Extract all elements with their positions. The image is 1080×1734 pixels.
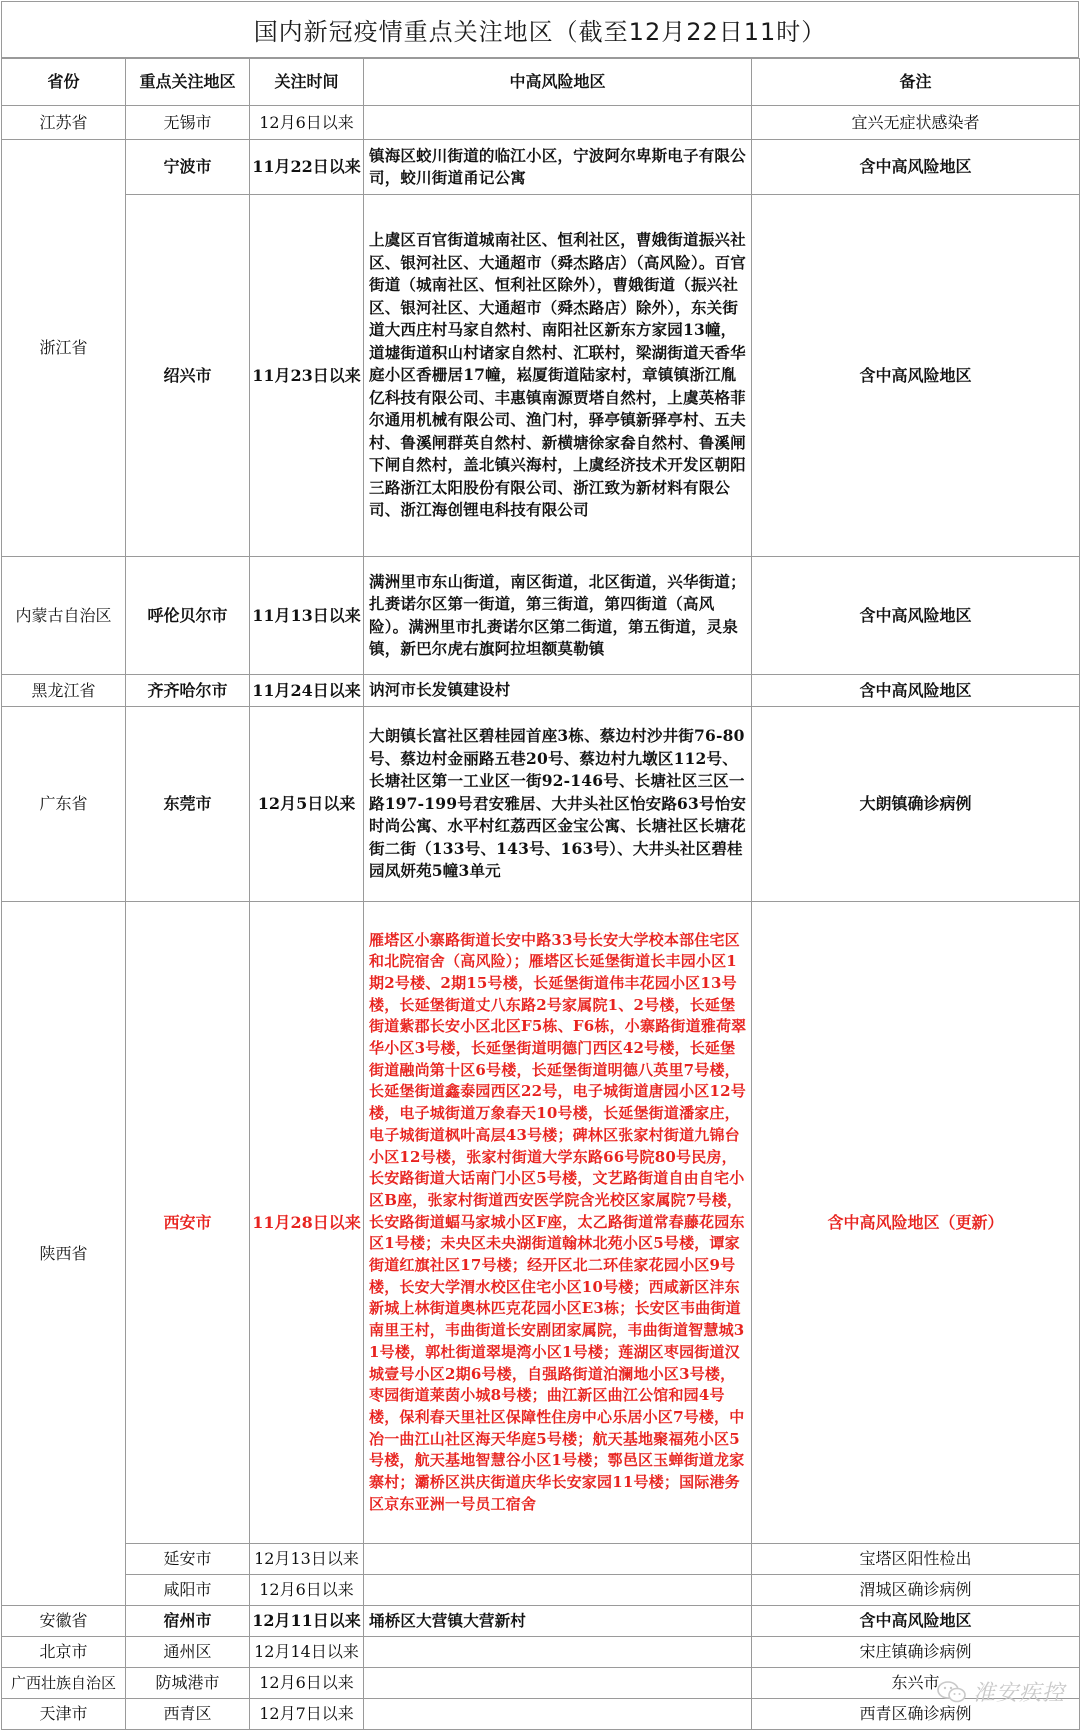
areas-cell: 大朗镇长富社区碧桂园首座3栋、蔡边村沙井街76-80号、蔡边村金丽路五巷20号、蔡边村九墩区112号、长塘社区第一工业区一街92-146号、长塘社区三区一路197-199号君安雅居、大井头社区怡安路63号怡安时尚公寓、水平村红荔西区金宝公寓、长塘社区长塘花街二街（133号、143号、163号）、大井头社区碧桂园凤妍苑5幢3单元 bbox=[364, 707, 752, 902]
note-cell: 东兴市 bbox=[752, 1668, 1080, 1699]
wechat-icon bbox=[937, 1680, 967, 1704]
table-row bbox=[2, 1606, 1080, 1637]
header-time: 关注时间 bbox=[250, 59, 364, 106]
watermark bbox=[937, 1676, 1065, 1707]
table-row bbox=[2, 106, 1080, 140]
areas-cell: 上虞区百官街道城南社区、恒利社区，曹娥街道振兴社区、银河社区、大通超市（舜杰路店）（高风险）。百官街道（城南社区、恒利社区除外），曹娥街道（振兴社区、银河社区、大通超市（舜杰路店）除外），东关街道大西庄村马家自然村、南阳社区新东方家园13幢，道墟街道积山村诸家自然村、汇联村，梁湖街道天香华庭小区香栅居17幢，崧厦街道陆家村，章镇镇浙江胤亿科技有限公司、丰惠镇南源贾塔自然村，上虞英格菲尔通用机械有限公司、渔门村，驿亭镇新驿亭村、五夫村、鲁溪闸群英自然村、新横塘徐家畚自然村、鲁溪闸下闸自然村，盖北镇兴海村，上虞经济技术开发区朝阳三路浙江太阳股份有限公司、浙江致为新材料有限公司、浙江海创锂电科技有限公司 bbox=[364, 195, 752, 557]
areas-cell bbox=[364, 1668, 752, 1699]
province-cell: 陕西省 bbox=[2, 902, 126, 1606]
region-cell: 宿州市 bbox=[126, 1606, 250, 1637]
header-note: 备注 bbox=[752, 59, 1080, 106]
time-cell: 11月23日以来 bbox=[250, 195, 364, 557]
note-cell: 含中高风险地区 bbox=[752, 675, 1080, 707]
region-cell: 西安市 bbox=[126, 902, 250, 1544]
watermark-text: 淮安疾控 bbox=[972, 1681, 1065, 1706]
note-cell: 西青区确诊病例 bbox=[752, 1699, 1080, 1730]
header-areas: 中高风险地区 bbox=[364, 59, 752, 106]
table-row bbox=[2, 195, 1080, 557]
areas-cell bbox=[364, 1699, 752, 1730]
table-row bbox=[2, 1575, 1080, 1606]
note-cell: 宜兴无症状感染者 bbox=[752, 106, 1080, 140]
province-cell: 广西壮族自治区 bbox=[2, 1668, 126, 1699]
risk-areas-table bbox=[1, 58, 1080, 1730]
region-cell: 延安市 bbox=[126, 1544, 250, 1575]
areas-cell: 埇桥区大营镇大营新村 bbox=[364, 1606, 752, 1637]
note-cell: 含中高风险地区 bbox=[752, 1606, 1080, 1637]
table-header-row bbox=[2, 59, 1080, 106]
time-cell: 12月11日以来 bbox=[250, 1606, 364, 1637]
province-cell: 内蒙古自治区 bbox=[2, 557, 126, 675]
time-cell: 12月13日以来 bbox=[250, 1544, 364, 1575]
note-cell: 宋庄镇确诊病例 bbox=[752, 1637, 1080, 1668]
region-cell: 无锡市 bbox=[126, 106, 250, 140]
time-cell: 12月7日以来 bbox=[250, 1699, 364, 1730]
table-row bbox=[2, 675, 1080, 707]
areas-cell: 雁塔区小寨路街道长安中路33号长安大学校本部住宅区和北院宿舍（高风险）；雁塔区长延堡街道长丰园小区1期2号楼、2期15号楼，长延堡街道伟丰花园小区13号楼，长延堡街道丈八东路2号家属院1、2号楼，长延堡街道紫郡长安小区北区F5栋、F6栋，小寨路街道雅荷翠华小区3号楼，长延堡街道明德门西区42号楼，长延堡街道融尚第十区6号楼，长延堡街道明德八英里7号楼，长延堡街道鑫泰园西区22号，电子城街道唐园小区12号楼，电子城街道万象春天10号楼，长延堡街道潘家庄，电子城街道枫叶高层43号楼；碑林区张家村街道九锦台小区12号楼，张家村街道大学东路66号院80号民房，长安路街道大话南门小区5号楼，文艺路街道自由自宅小区B座，张家村街道西安医学院含光校区家属院7号楼，长安路街道蝠马家城小区F座，太乙路街道常春藤花园东区1号楼；未央区未央湖街道翰林北苑小区5号楼，谭家街道红旗社区17号楼；经开区北二环佳家花园小区9号楼，长安大学渭水校区住宅小区10号楼；西咸新区沣东新城上林街道奥林匹克花园小区E3栋；长安区韦曲街道南里王村，韦曲街道长安剧团家属院，韦曲街道智慧城31号楼，郭杜街道翠堤湾小区1号楼；莲湖区枣园街道汉城壹号小区2期6号楼，自强路街道泊澜地小区3号楼，枣园街道莱茵小城8号楼；曲江新区曲江公馆和园4号楼，保利春天里社区保障性住房中心乐居小区7号楼，中冶一曲江山社区海天华庭5号楼；航天基地聚福苑小区5号楼，航天基地智慧谷小区1号楼；鄠邑区玉蝉街道龙家寨村；灞桥区洪庆街道庆华长安家园11号楼；国际港务区京东亚洲一号员工宿舍 bbox=[364, 902, 752, 1544]
region-cell: 西青区 bbox=[126, 1699, 250, 1730]
time-cell: 11月24日以来 bbox=[250, 675, 364, 707]
note-cell: 含中高风险地区 bbox=[752, 557, 1080, 675]
region-cell: 咸阳市 bbox=[126, 1575, 250, 1606]
table-row bbox=[2, 140, 1080, 195]
table-row bbox=[2, 1637, 1080, 1668]
note-cell: 含中高风险地区（更新） bbox=[752, 902, 1080, 1544]
region-cell: 防城港市 bbox=[126, 1668, 250, 1699]
region-cell: 东莞市 bbox=[126, 707, 250, 902]
time-cell: 11月13日以来 bbox=[250, 557, 364, 675]
table-row bbox=[2, 1699, 1080, 1730]
page bbox=[1, 1, 1079, 1733]
areas-cell: 讷河市长发镇建设村 bbox=[364, 675, 752, 707]
areas-cell: 镇海区蛟川街道的临江小区，宁波阿尔卑斯电子有限公司，蛟川街道甬记公寓 bbox=[364, 140, 752, 195]
province-cell: 安徽省 bbox=[2, 1606, 126, 1637]
province-cell: 黑龙江省 bbox=[2, 675, 126, 707]
areas-cell bbox=[364, 1544, 752, 1575]
time-cell: 12月6日以来 bbox=[250, 1668, 364, 1699]
table-row bbox=[2, 1668, 1080, 1699]
time-cell: 12月6日以来 bbox=[250, 1575, 364, 1606]
note-cell: 大朗镇确诊病例 bbox=[752, 707, 1080, 902]
note-cell: 渭城区确诊病例 bbox=[752, 1575, 1080, 1606]
time-cell: 12月14日以来 bbox=[250, 1637, 364, 1668]
province-cell: 天津市 bbox=[2, 1699, 126, 1730]
areas-cell bbox=[364, 1637, 752, 1668]
region-cell: 绍兴市 bbox=[126, 195, 250, 557]
note-cell: 含中高风险地区 bbox=[752, 140, 1080, 195]
note-cell: 宝塔区阳性检出 bbox=[752, 1544, 1080, 1575]
time-cell: 11月22日以来 bbox=[250, 140, 364, 195]
header-region: 重点关注地区 bbox=[126, 59, 250, 106]
table-row bbox=[2, 902, 1080, 1544]
header-province: 省份 bbox=[2, 59, 126, 106]
region-cell: 通州区 bbox=[126, 1637, 250, 1668]
region-cell: 呼伦贝尔市 bbox=[126, 557, 250, 675]
province-cell: 广东省 bbox=[2, 707, 126, 902]
areas-cell: 满洲里市东山街道，南区街道，北区街道，兴华街道；扎赉诺尔区第一街道，第三街道，第四街道（高风险）。满洲里市扎赉诺尔区第二街道，第五街道，灵泉镇，新巴尔虎右旗阿拉坦额莫勒镇 bbox=[364, 557, 752, 675]
province-cell: 北京市 bbox=[2, 1637, 126, 1668]
province-cell: 浙江省 bbox=[2, 140, 126, 557]
time-cell: 12月5日以来 bbox=[250, 707, 364, 902]
table-row bbox=[2, 557, 1080, 675]
table-row bbox=[2, 707, 1080, 902]
time-cell: 11月28日以来 bbox=[250, 902, 364, 1544]
areas-cell bbox=[364, 1575, 752, 1606]
note-cell: 含中高风险地区 bbox=[752, 195, 1080, 557]
table-row bbox=[2, 1544, 1080, 1575]
province-cell: 江苏省 bbox=[2, 106, 126, 140]
region-cell: 宁波市 bbox=[126, 140, 250, 195]
region-cell: 齐齐哈尔市 bbox=[126, 675, 250, 707]
areas-cell bbox=[364, 106, 752, 140]
time-cell: 12月6日以来 bbox=[250, 106, 364, 140]
document-title: 国内新冠疫情重点关注地区（截至12月22日11时） bbox=[1, 1, 1079, 58]
